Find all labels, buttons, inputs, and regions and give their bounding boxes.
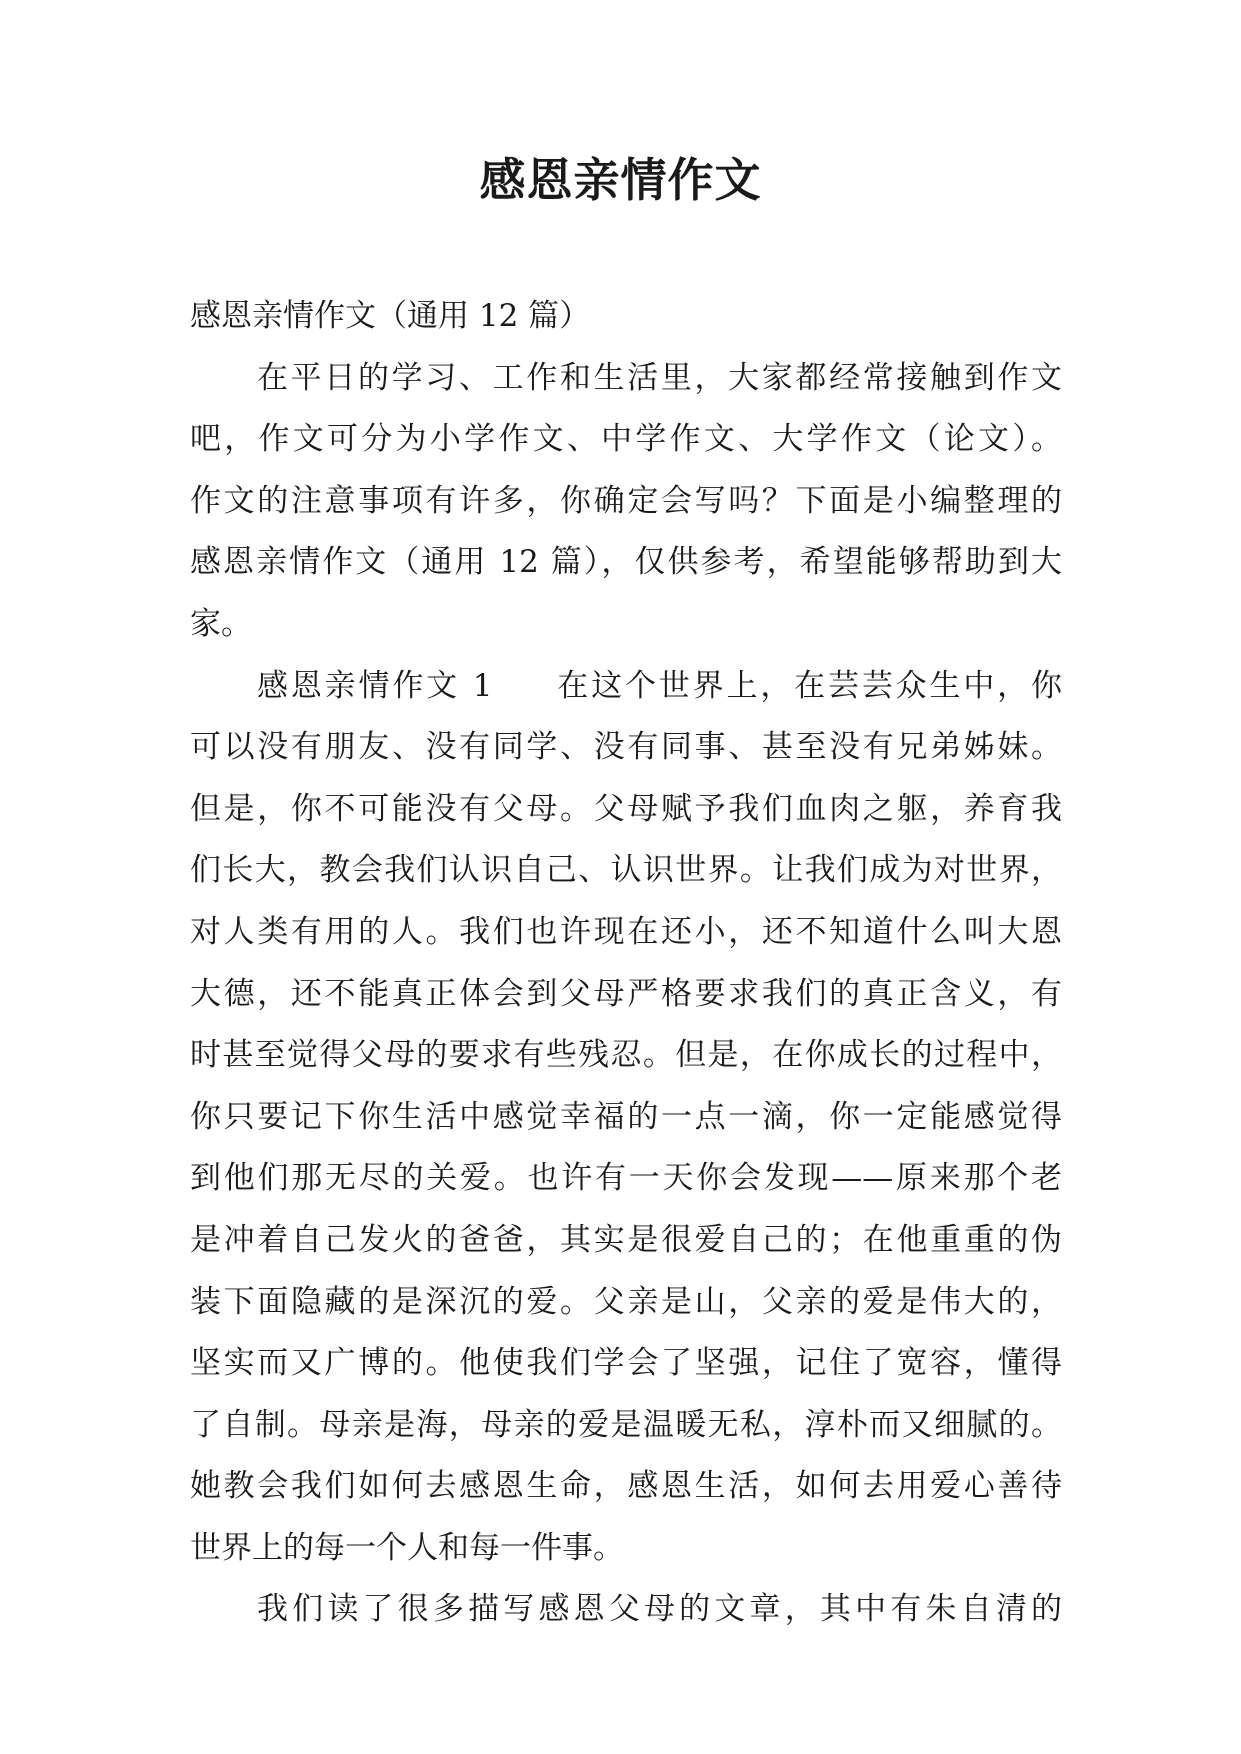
intro-line: 在平日的学习、工作和生活里，大家都经常接触到作文 <box>257 359 1062 396</box>
essay-line: 们长大，教会我们认识自己、认识世界。让我们成为对世界， <box>190 852 1062 889</box>
essay-first-line-text: 在这个世界上，在芸芸众生中，你 <box>554 667 1063 704</box>
intro-line: 吧，作文可分为小学作文、中学作文、大学作文（论文）。 <box>190 421 1062 458</box>
essay-heading-line <box>190 656 1062 718</box>
essay-line: 世界上的每一个人和每一件事。 <box>190 1529 624 1566</box>
intro-line: 家。 <box>190 605 252 642</box>
essay-line: 装下面隐藏的是深沉的爱。父亲是山，父亲的爱是伟大的， <box>190 1283 1062 1320</box>
subtitle-line: 感恩亲情作文（通用 12 篇） <box>190 298 591 334</box>
document-body <box>190 286 1062 1641</box>
essay-line: 大德，还不能真正体会到父母严格要求我们的真正含义，有 <box>190 975 1062 1012</box>
paragraph-line: 我们读了很多描写感恩父母的文章，其中有朱自清的 <box>257 1591 1062 1628</box>
intro-line: 感恩亲情作文（通用 12 篇），仅供参考，希望能够帮助到大 <box>190 544 1062 581</box>
document-title: 感恩亲情作文 <box>479 153 762 207</box>
essay-line: 坚实而又广博的。他使我们学会了坚强，记住了宽容，懂得 <box>190 1345 1062 1382</box>
essay-line: 对人类有用的人。我们也许现在还小，还不知道什么叫大恩 <box>190 913 1062 950</box>
essay-line: 是冲着自己发火的爸爸，其实是很爱自己的；在他重重的伪 <box>190 1221 1062 1258</box>
essay-heading: 感恩亲情作文 1 <box>257 667 493 704</box>
essay-line: 时甚至觉得父母的要求有些残忍。但是，在你成长的过程中， <box>190 1037 1062 1074</box>
intro-line: 作文的注意事项有许多，你确定会写吗？下面是小编整理的 <box>190 482 1062 519</box>
essay-line: 可以没有朋友、没有同学、没有同事、甚至没有兄弟姊妹。 <box>190 729 1062 766</box>
essay-line: 了自制。母亲是海，母亲的爱是温暖无私，淳朴而又细腻的。 <box>190 1406 1062 1443</box>
essay-line: 到他们那无尽的关爱。也许有一天你会发现——原来那个老 <box>190 1160 1062 1197</box>
essay-line: 但是，你不可能没有父母。父母赋予我们血肉之躯，养育我 <box>190 790 1062 827</box>
essay-line: 你只要记下你生活中感觉幸福的一点一滴，你一定能感觉得 <box>190 1098 1062 1135</box>
essay-line: 她教会我们如何去感恩生命，感恩生活，如何去用爱心善待 <box>190 1468 1062 1505</box>
